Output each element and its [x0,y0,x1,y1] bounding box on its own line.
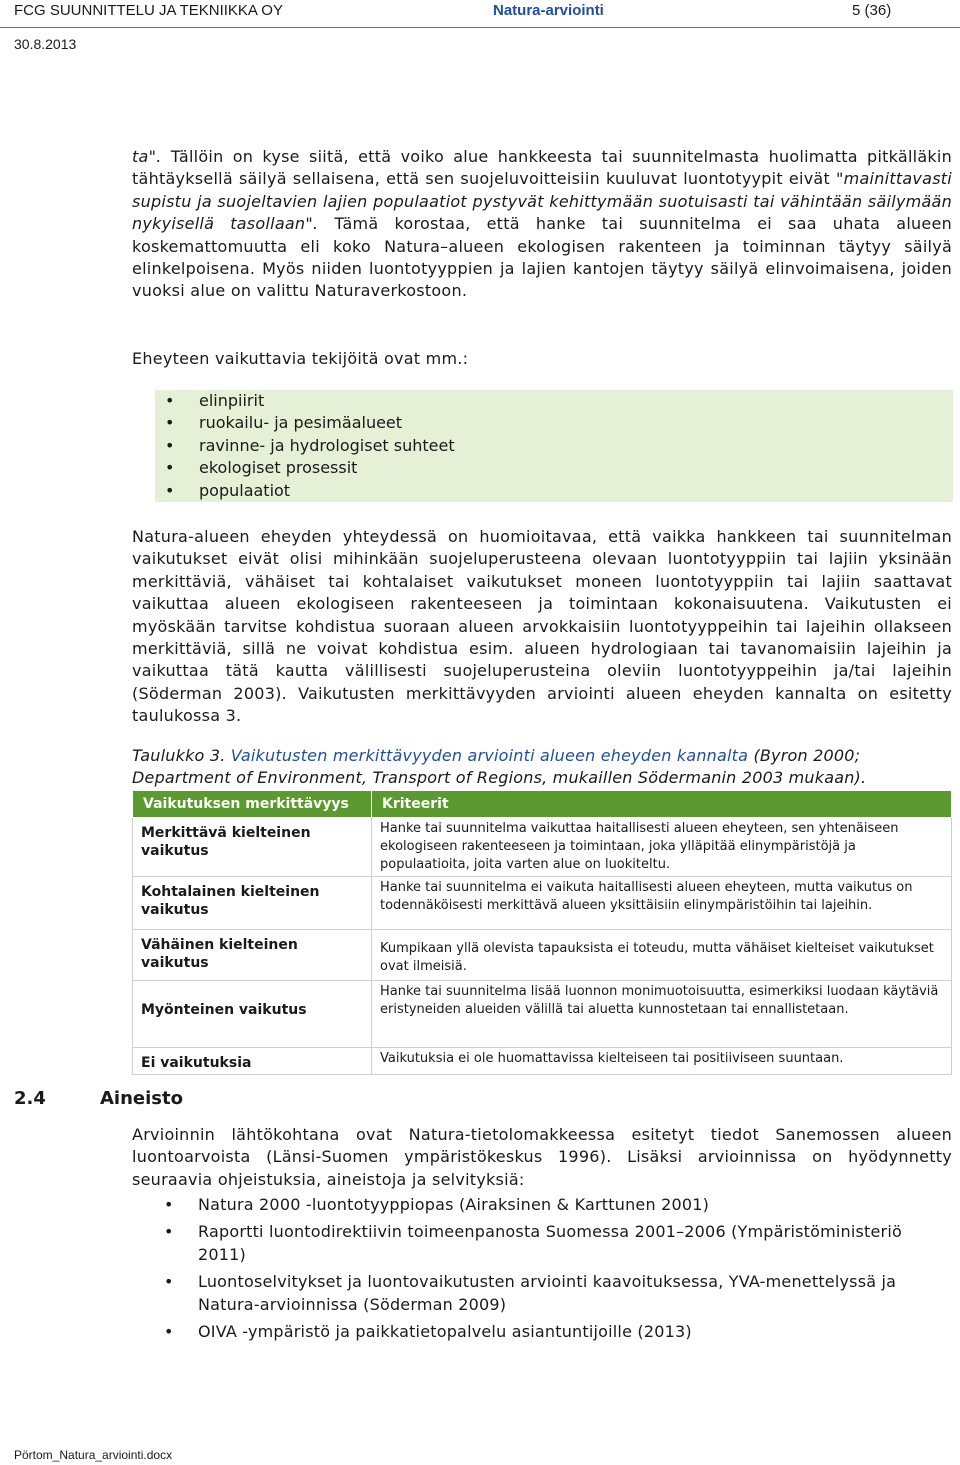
table-row [133,981,952,1048]
column-header-significance: Vaikutuksen merkittävyys [133,791,372,818]
row-label: Merkittävä kielteinen vaikutus [133,818,372,877]
table-row [133,877,952,930]
list-item: • Natura 2000 -luontotyyppiopas (Airaksinen & Karttunen 2001) [160,1194,952,1216]
list-item: • Luontoselvitykset ja luontovaikutusten arviointi kaavoituksessa, YVA-menettelyssä ja Natura-arvioinnissa (Söderman 2009) [160,1271,952,1316]
list-item: • ruokailu- ja pesimäalueet [155,412,953,434]
paragraph-text-b: Tämä korostaa, että hanke tai suunnitelma ei saa uhata alueen koskemattomuutta eli koko Natura–alueen ekologisen rakenteen ja toiminnan täytyy säilyä elinkelpoisena. Myös niiden luontotyyppien ja lajien kantojen täytyy säilyä elinvoimaisena, joiden vuoksi alue on valittu Naturaverkostoon. [132,214,952,301]
row-label: Vähäinen kielteinen vaikutus [133,930,372,981]
row-criteria: Kumpikaan yllä olevista tapauksista ei toteudu, mutta vähäiset kielteiset vaikutukset ovat ilmeisiä. [372,930,952,981]
caption-source: (Byron 2000; Department of Environment, Transport of Regions, mukaillen Södermanin 2003 mukaan). [132,746,867,788]
italic-continuation: ta". [132,147,162,166]
table-row [133,818,952,877]
list-item: • ekologiset prosessit [155,457,953,479]
section-title: Aineisto [100,1088,183,1109]
table-row [133,1048,952,1075]
document-date: 30.8.2013 [14,36,77,52]
list-item: • elinpiirit [155,390,953,412]
page-header [0,0,960,62]
column-header-criteria: Kriteerit [372,791,952,818]
footer-filename: Pörtom_Natura_arviointi.docx [14,1448,173,1462]
integrity-factor-list [155,390,953,502]
table-caption [132,745,952,790]
paragraph-sources-intro: Arvioinnin lähtökohtana ovat Natura-tietolomakkeessa esitetyt tiedot Sanemossen alueen luontoarvoista (Länsi-Suomen ympäristökeskus 1996). Lisäksi arvioinnissa on hyödynnetty seuraavia ohjeistuksia, aineistoja ja selvityksiä: [132,1125,952,1189]
list-item: • OIVA -ympäristö ja paikkatietopalvelu asiantuntijoille (2013) [160,1321,952,1343]
caption-text: Vaikutusten merkittävyyden arviointi alueen eheyden kannalta [225,746,749,765]
paragraph-cumulative-effects: Natura-alueen eheyden yhteydessä on huomioitavaa, että vaikka hankkeen tai suunnitelman vaikutukset eivät olisi mihinkään suojeluperusteena olevaan luontotyyppiin tai lajiin yksinään merkittäviä, vähäiset tai kohtalaiset vaikutukset moneen luontotyyppiin tai lajiin saattavat vaikuttaa alueen ekologiseen rakenteeseen ja toimintaan kokonaisuutena. Vaikutusten ei myöskään tarvitse kohdistua suoraan alueen arvokkaisiin luontotyyppeihin tai lajeihin ollakseen merkittäviä, sillä ne voivat kohdistua esim. alueen hydrologiaan tai tavanomaisiin lajeihin ja vaikuttaa tätä kautta välillisesti suojeluperusteina oleviin luontotyyppeihin ja/tai lajeihin (Söderman 2003). Vaikutusten merkittävyyden arviointi alueen eheyden kannalta on esitetty taulukossa 3. [132,527,952,726]
row-criteria: Hanke tai suunnitelma vaikuttaa haitallisesti alueen eheyteen, sen yhtenäiseen ekologiseen rakenteeseen ja toimintaan, joka ylläpitää elinympäristöjä ja populaatioita, joita varten alue on luokiteltu. [372,818,952,877]
significance-table [132,790,952,1075]
header-divider [0,27,960,28]
row-criteria: Hanke tai suunnitelma ei vaikuta haitallisesti alueen eheyteen, mutta vaikutus on todennäköisesti merkittävä alueen yksittäisiin elinympäristöihin tai lajeihin. [372,877,952,930]
list-item: • ravinne- ja hydrologiset suhteet [155,435,953,457]
table-row [133,930,952,981]
document-title: Natura-arviointi [493,2,604,19]
row-label: Ei vaikutuksia [133,1048,372,1075]
sources-list [160,1194,952,1348]
italic-quote: "mainittavasti supistu ja suojeltavien lajien populaatiot pystyvät kehittymään suotuisasti tai vähintään säilymään nykyisellä tasollaan". [132,169,952,234]
list-item: • Raportti luontodirektiivin toimeenpanosta Suomessa 2001–2006 (Ympäristöministeriö 2011) [160,1221,952,1266]
table-header-row [133,791,952,818]
section-heading [14,1088,183,1109]
caption-label: Taulukko 3. [132,746,226,765]
list-item: • populaatiot [155,480,953,502]
row-criteria: Hanke tai suunnitelma lisää luonnon monimuotoisuutta, esimerkiksi luodaan käytäviä eristyneiden alueiden välillä tai aluetta kunnostetaan tai ennallistetaan. [372,981,952,1048]
row-label: Kohtalainen kielteinen vaikutus [133,877,372,930]
paragraph-integrity-definition [132,146,952,303]
integrity-intro: Eheyteen vaikuttavia tekijöitä ovat mm.: [132,349,469,368]
company-name: FCG SUUNNITTELU JA TEKNIIKKA OY [14,2,283,19]
page-number: 5 (36) [852,2,892,19]
section-number: 2.4 [14,1088,46,1109]
row-criteria: Vaikutuksia ei ole huomattavissa kielteiseen tai positiiviseen suuntaan. [372,1048,952,1075]
row-label: Myönteinen vaikutus [133,981,372,1048]
paragraph-text-a: Tällöin on kyse siitä, että voiko alue hankkeesta tai suunnitelmasta huolimatta pitkälläkin tähtäyksellä säilyä sellaisena, että sen suojeluvoitteisiin kuuluvat luontotyypit eivät [132,147,952,189]
